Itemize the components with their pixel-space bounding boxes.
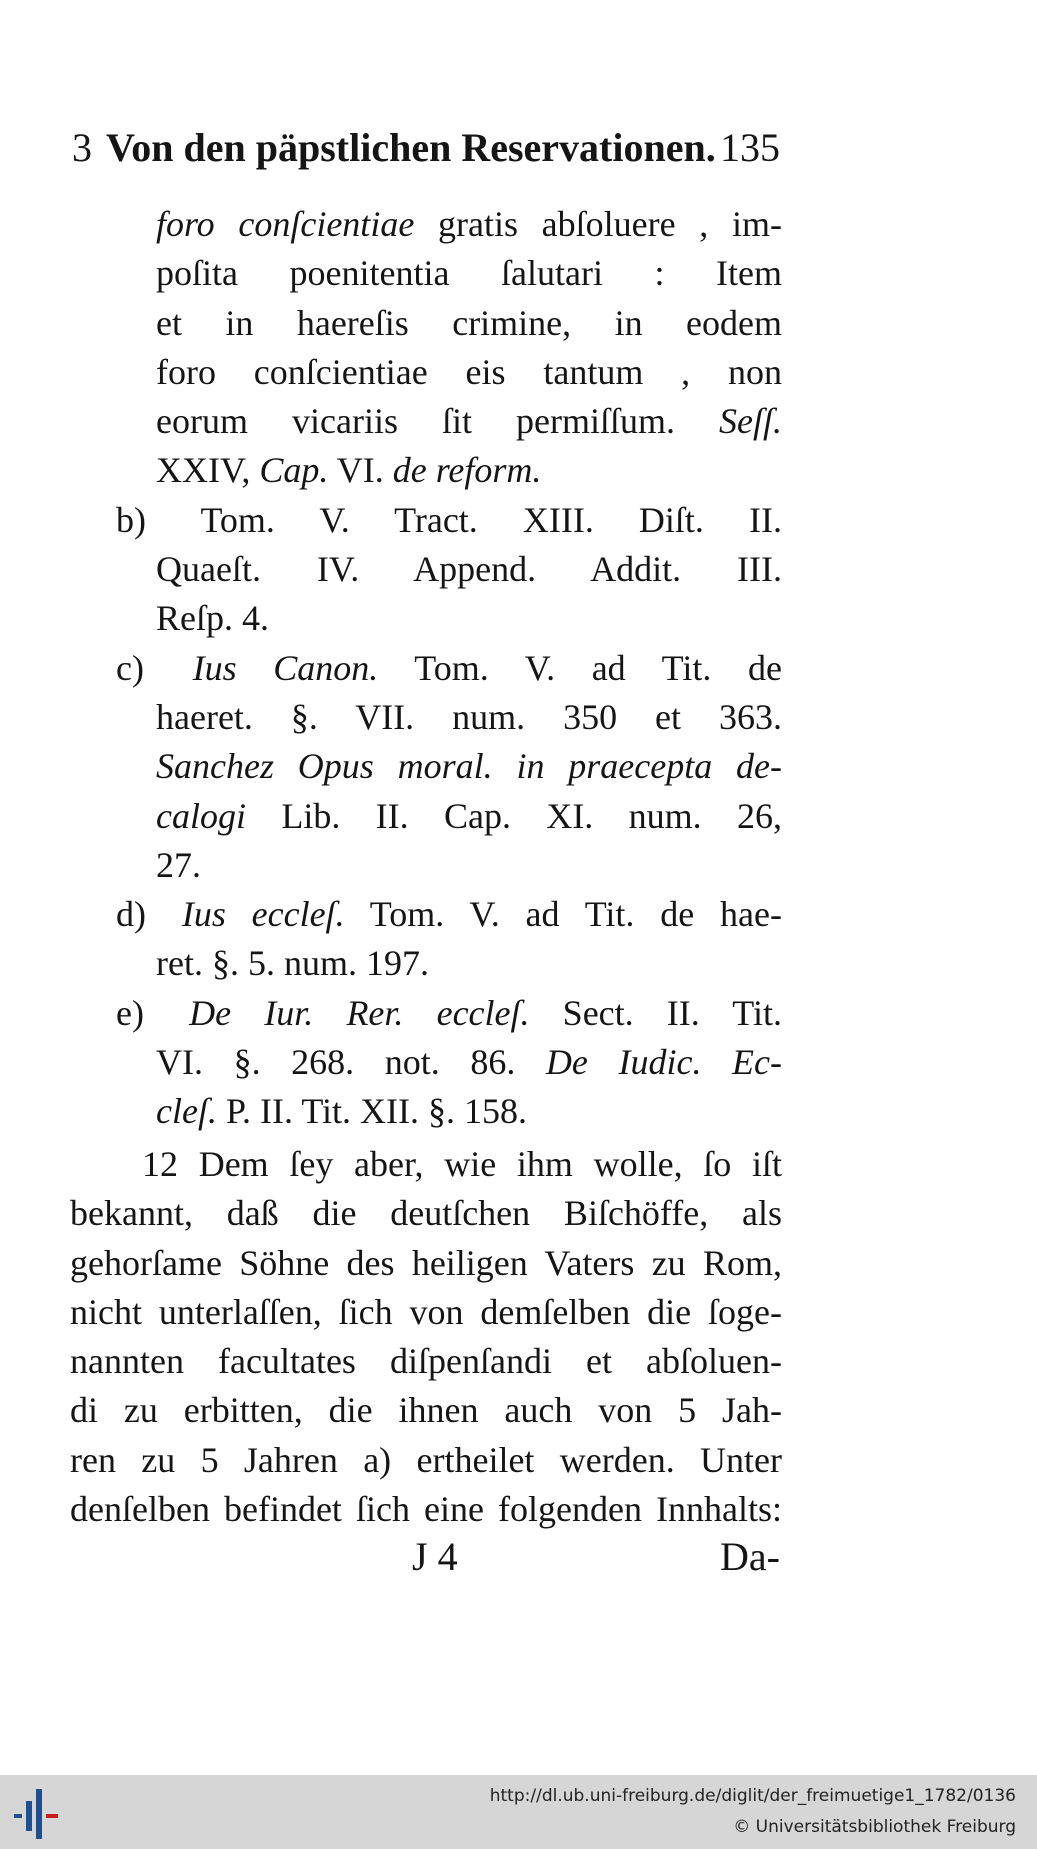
text-line: di zu erbitten, die ihnen auch von 5 Jah- <box>70 1390 782 1431</box>
viewer-footer-bar <box>0 1775 1037 1849</box>
footnote-d: d) Ius eccleſ. Tom. V. ad Tit. de hae- <box>116 894 782 935</box>
paragraph-12 <box>70 1140 782 1534</box>
page-url-link[interactable]: http://dl.ub.uni-freiburg.de/diglit/der_freimuetige1_1782/0136 <box>489 1786 1016 1806</box>
catchword: Da- <box>720 1534 780 1579</box>
text-line: 27. <box>156 844 201 885</box>
signature-mark: J 4 <box>412 1534 458 1579</box>
text-line: Sanchez Opus moral. in praecepta de- <box>156 746 782 787</box>
text-line: foro conſcientiae eis tantum , non <box>156 351 782 392</box>
header-title: Von den päpstlichen Reservationen. <box>106 125 716 170</box>
footnote-c: c) Ius Canon. Tom. V. ad Tit. de <box>116 647 782 688</box>
text-line: bekannt, daß die deutſchen Biſchöffe, als <box>70 1193 782 1234</box>
text-line: 12 Dem ſey aber, wie ihm wolle, ſo iſt <box>142 1144 782 1184</box>
text-line: VI. §. 268. not. 86. De Iudic. Ec- <box>156 1042 782 1083</box>
text-line: ret. §. 5. num. 197. <box>156 943 429 984</box>
text-line: poſita poenitentia ſalutari : Item <box>156 253 782 294</box>
text-line: XXIV, Cap. VI. de reform. <box>156 450 542 491</box>
header-signature: 3 <box>72 125 92 170</box>
library-logo-icon <box>12 1789 64 1839</box>
text-line: Quaeſt. IV. Append. Addit. III. <box>156 549 782 590</box>
text-line: gehorſame Söhne des heiligen Vaters zu Rom, <box>70 1242 782 1283</box>
text-line: calogi Lib. II. Cap. XI. num. 26, <box>156 795 782 836</box>
text-line: eorum vicariis ſit permiſſum. Seſſ. <box>156 401 782 442</box>
text-line: cleſ. P. II. Tit. XII. §. 158. <box>156 1091 528 1132</box>
text-line: Reſp. 4. <box>156 598 269 639</box>
text-line: haeret. §. VII. num. 350 et 363. <box>156 696 782 737</box>
footnote-b: b) Tom. V. Tract. XIII. Diſt. II. <box>116 499 782 540</box>
text-line: denſelben befindet ſich eine folgenden Innhalts: <box>70 1489 782 1530</box>
footnotes <box>70 200 782 1137</box>
page-number: 135 <box>720 125 780 170</box>
text-line: foro conſcientiae gratis abſoluere , im- <box>156 204 782 244</box>
footnote-e: e) De Iur. Rer. eccleſ. Sect. II. Tit. <box>116 992 783 1033</box>
text-line: nicht unterlaſſen, ſich von demſelben die ſoge- <box>70 1291 782 1332</box>
text-line: et in haereſis crimine, in eodem <box>156 302 782 343</box>
copyright-notice: © Universitätsbibliothek Freiburg <box>733 1817 1016 1837</box>
text-line: nannten facultates diſpenſandi et abſoluen- <box>70 1341 782 1382</box>
text-line: ren zu 5 Jahren a) ertheilet werden. Unter <box>70 1439 782 1480</box>
